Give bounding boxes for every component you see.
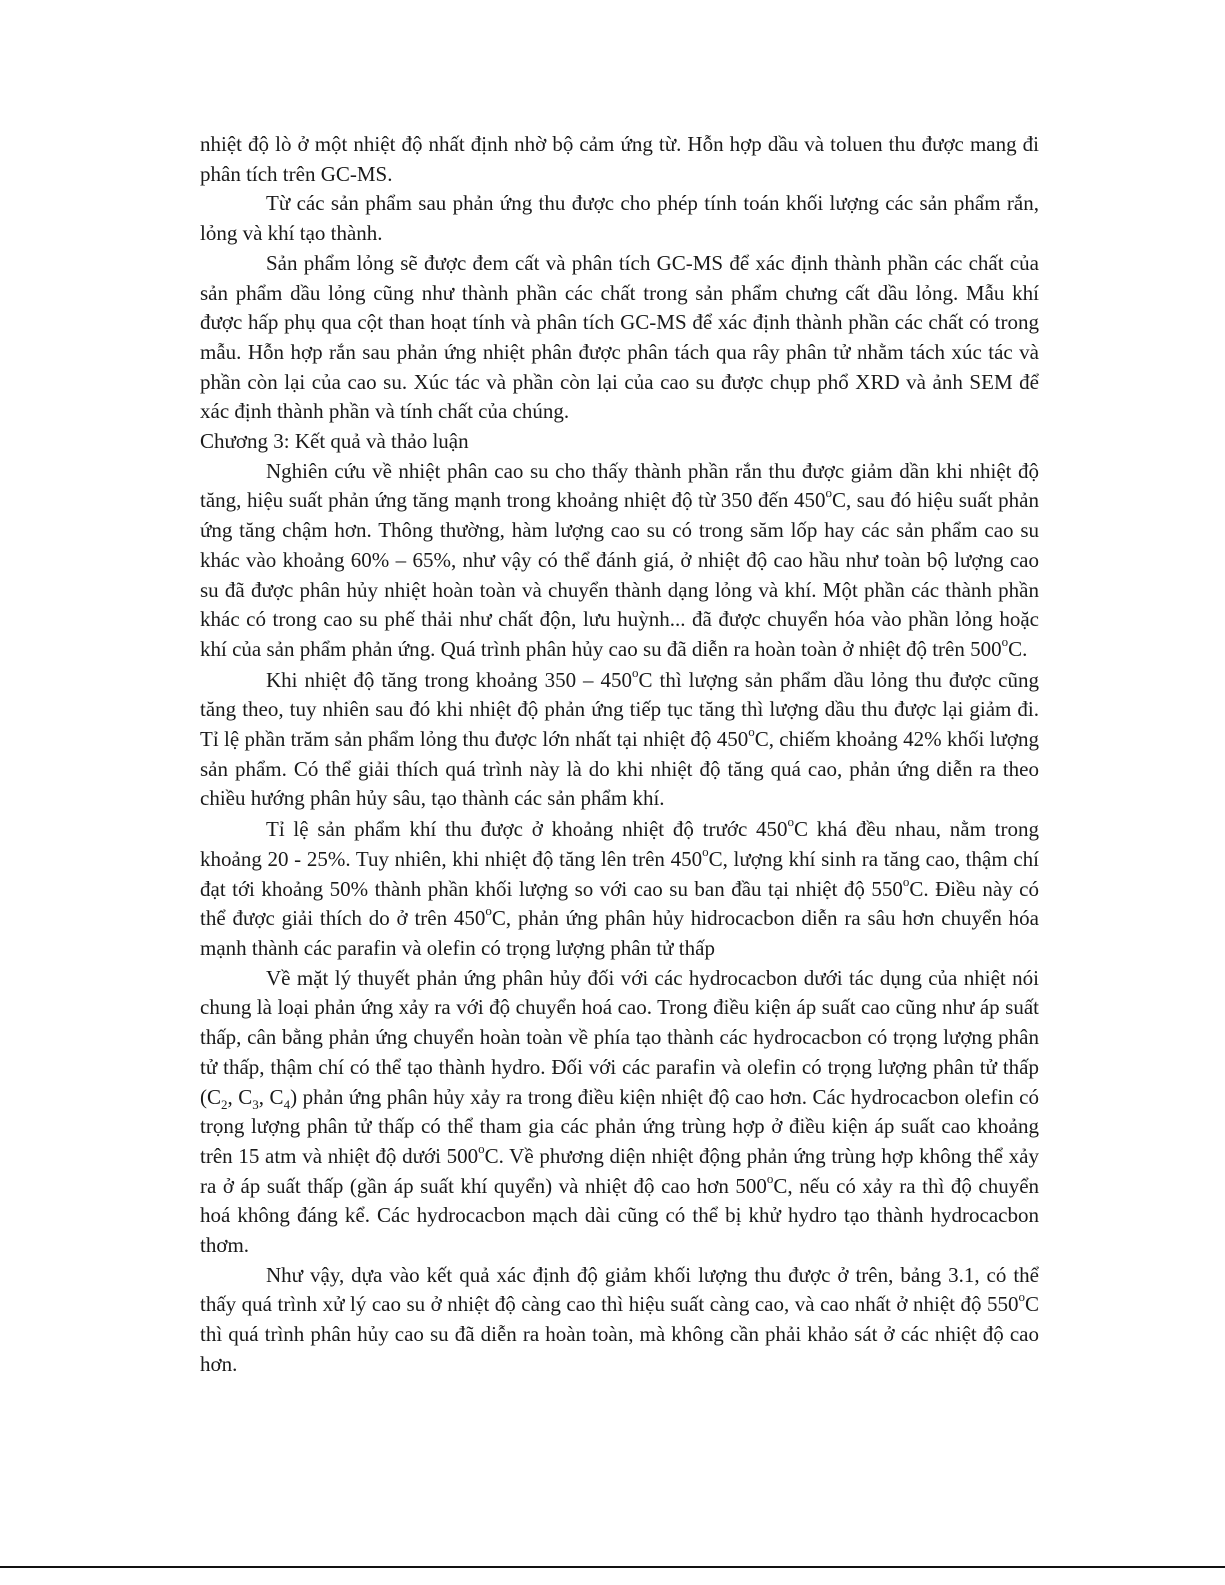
text-run: , C bbox=[227, 1084, 253, 1109]
text-run: , C bbox=[258, 1084, 284, 1109]
subscript: 4 bbox=[283, 1096, 291, 1112]
paragraph-text: Sản phẩm lỏng sẽ được đem cất và phân tích GC-MS để xác định thành phần các chất của sản phẩm dầu lỏng cũng như thành phần các chất trong sản phẩm chưng cất dầu lỏng. Mẫu khí được hấp phụ qua cột than hoạt tính và phân tích GC-MS để xác định thành phần các chất có trong mẫu. Hỗn hợp rắn sau phản ứng nhiệt phân được phân tách qua rây phân tử nhằm tách xúc tác và phần còn lại của cao su. Xúc tác và phần còn lại của cao su được chụp phổ XRD và ảnh SEM để xác định thành phần và tính chất của chúng. bbox=[200, 250, 1039, 424]
text-run: Nghiên cứu về nhiệt phân cao su cho thấy thành phần rắn thu được giảm dần khi nhiệt độ tăng, hiệu suất phản ứng tăng mạnh trong khoảng nhiệt độ từ 350 đến 450 bbox=[200, 458, 1039, 513]
text-run: Như vậy, dựa vào kết quả xác định độ giảm khối lượng thu được ở trên, bảng 3.1, có thể thấy quá trình xử lý cao su ở nhiệt độ càng cao thì hiệu suất càng cao, và cao nhất ở nhiệt độ 550 bbox=[200, 1262, 1039, 1317]
text-run: C thì quá trình phân hủy cao su đã diễn ra hoàn toàn, mà không cần phải khảo sát ở các nhiệt độ cao hơn. bbox=[200, 1292, 1039, 1376]
text-run: C, nếu có xảy ra thì độ chuyển hoá không đáng kể. Các hydrocacbon mạch dài cũng có thể bị khử hydro tạo thành hydrocacbon thơm. bbox=[200, 1173, 1040, 1258]
text-run: Tỉ lệ sản phẩm khí thu được ở khoảng nhiệt độ trước 450 bbox=[266, 817, 788, 842]
text-run: ) phản ứng phân hủy xảy ra trong điều kiện nhiệt độ cao hơn. Các hydrocacbon olefin có trọng lượng phân tử thấp có thể tham gia các phản ứng trùng hợp ở điều kiện áp suất cao khoảng trên 15 atm và nhiệt độ dưới 500 bbox=[200, 1084, 1039, 1168]
paragraph-2 bbox=[200, 189, 1039, 248]
subscript: 3 bbox=[252, 1096, 259, 1112]
text-run: C khá đều nhau, nằm trong khoảng 20 - 25%. Tuy nhiên, khi nhiệt độ tăng lên trên 450 bbox=[200, 817, 1039, 871]
degree-sup: o bbox=[748, 724, 755, 740]
text-run: C. Điều này có thể được giải thích do ở trên 450 bbox=[200, 876, 1039, 931]
degree-sup: o bbox=[787, 814, 795, 830]
text-run: Khi nhiệt độ tăng trong khoảng 350 – 450 bbox=[266, 667, 633, 692]
text-run: C. bbox=[1008, 636, 1028, 661]
paragraph-5 bbox=[200, 666, 1039, 815]
paragraph-8 bbox=[200, 1261, 1039, 1380]
text-run: C, sau đó hiệu suất phản ứng tăng chậm hơn. Thông thường, hàm lượng cao su có trong săm lốp hay các sản phẩm cao su khác vào khoảng 60% – 65%, như vậy có thể đánh giá, ở nhiệt độ cao hầu như toàn bộ lượng cao su đã được phân hủy nhiệt hoàn toàn và chuyển thành dạng lỏng và khí. Một phần các thành phần khác có trong cao su phế thải như chất độn, lưu huỳnh... đã được chuyển hóa vào phần lỏng hoặc khí của sản phẩm phản ứng. Quá trình phân hủy cao su đã diễn ra hoàn toàn ở nhiệt độ trên 500 bbox=[200, 488, 1039, 661]
degree-sup: o bbox=[902, 873, 910, 889]
subscript: 2 bbox=[221, 1096, 228, 1112]
text-run: C, chiếm khoảng 42% khối lượng sản phẩm. Có thể giải thích quá trình này là do khi nhiệt độ tăng quá cao, phản ứng diễn ra theo chiều hướng phân hủy sâu, tạo thành các sản phẩm khí. bbox=[200, 727, 1039, 811]
degree-sup: o bbox=[485, 903, 492, 919]
degree-sup: o bbox=[702, 843, 709, 859]
paragraph-6 bbox=[200, 815, 1039, 964]
text-run: C. Về phương diện nhiệt động phản ứng trùng hợp không thể xảy ra ở áp suất thấp (gần áp suất khí quyển) và nhiệt độ cao hơn 500 bbox=[200, 1143, 1039, 1198]
paragraph-text: nhiệt độ lò ở một nhiệt độ nhất định nhờ bộ cảm ứng từ. Hỗn hợp dầu và toluen thu được mang đi phân tích trên GC-MS. bbox=[200, 132, 1039, 186]
paragraph-3 bbox=[200, 249, 1039, 427]
page-bottom-rule bbox=[0, 1566, 1225, 1568]
heading-text: Chương 3: Kết quả và thảo luận bbox=[200, 429, 469, 454]
chapter-heading bbox=[200, 427, 1039, 457]
paragraph-1 bbox=[200, 130, 1039, 189]
degree-sup: o bbox=[1001, 633, 1009, 649]
degree-sup: o bbox=[766, 1170, 774, 1186]
paragraph-text: Từ các sản phẩm sau phản ứng thu được cho phép tính toán khối lượng các sản phẩm rắn, lỏng và khí tạo thành. bbox=[200, 191, 1039, 246]
degree-sup: o bbox=[632, 664, 639, 680]
text-run: C, lượng khí sinh ra tăng cao, thậm chí đạt tới khoảng 50% thành phần khối lượng so với cao su ban đầu tại nhiệt độ 550 bbox=[200, 846, 1039, 901]
paragraph-7 bbox=[200, 964, 1039, 1261]
degree-sup: o bbox=[1018, 1289, 1025, 1305]
text-run: Về mặt lý thuyết phản ứng phân hủy đối với các hydrocacbon dưới tác dụng của nhiệt nói chung là loại phản ứng xảy ra với độ chuyển hoá cao. Trong điều kiện áp suất cao cũng như áp suất thấp, cân bằng phản ứng chuyển hoàn toàn về phía tạo thành các hydrocacbon có trọng lượng phân tử thấp, thậm chí có thể tạo thành hydro. Đối với các parafin và olefin có trọng lượng phân tử thấp (C bbox=[200, 965, 1039, 1109]
paragraph-4 bbox=[200, 457, 1039, 665]
degree-sup: o bbox=[825, 485, 832, 501]
document-page bbox=[200, 130, 1039, 1380]
degree-sup: o bbox=[478, 1140, 485, 1156]
text-run: C, phản ứng phân hủy hidrocacbon diễn ra sâu hơn chuyển hóa mạnh thành các parafin và olefin có trọng lượng phân tử thấp bbox=[200, 906, 1039, 960]
text-run: C thì lượng sản phẩm dầu lỏng thu được cũng tăng theo, tuy nhiên sau đó khi nhiệt độ phản ứng tiếp tục tăng thì lượng dầu thu được lại giảm đi. Tỉ lệ phần trăm sản phẩm lỏng thu được lớn nhất tại nhiệt độ 450 bbox=[200, 667, 1039, 752]
